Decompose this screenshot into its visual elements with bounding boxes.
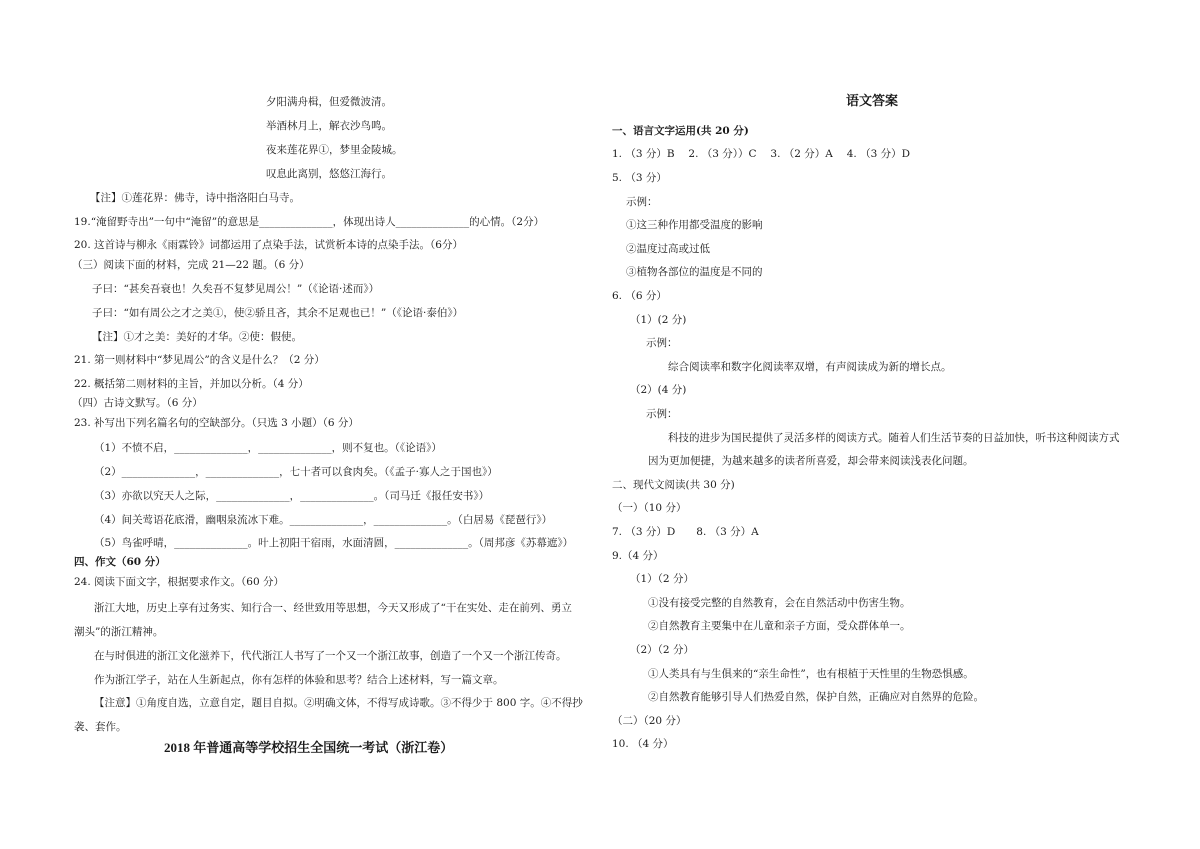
- answer-title: 语文答案: [846, 94, 899, 109]
- fill-blank-item: （1）不愤不启，______________，______________，则不复也。（《论语》）: [94, 442, 442, 454]
- quote-line: 子曰：“甚矣吾衰也！久矣吾不复梦见周公！”（《论语·述而》）: [92, 283, 380, 295]
- quote-note: 【注】①才之美：美好的才华。②使：假使。: [92, 331, 302, 343]
- essay-line: 袭、套作。: [74, 721, 127, 733]
- essay-line: 【注意】①角度自选，立意自定，题目自拟。②明确文体，不得写成诗歌。③不得少于 800 字。④不得抄: [94, 697, 583, 709]
- answer-line: 因为更加便捷，为越来越多的读者所喜爱，却会带来阅读浅表化问题。: [648, 455, 974, 467]
- answer-section: 二、现代文阅读(共 30 分): [612, 479, 735, 491]
- answer-line: 1. （3 分）B 2. （3 分））C 3. （2 分）A 4. （3 分）D: [612, 148, 911, 160]
- answer-line: 10. （4 分）: [612, 738, 674, 750]
- answer-line: ②温度过高或过低: [626, 243, 710, 255]
- answer-line: （二）（20 分）: [612, 715, 687, 727]
- poem-note: 【注】①莲花界：佛寺，诗中指洛阳白马寺。: [90, 192, 300, 204]
- answer-line: （1）（2 分）: [630, 573, 694, 585]
- fill-blank-item: （5）鸟雀呼晴，______________。叶上初阳干宿雨，水面清圆，______________。（周邦彦《苏幕遮》）: [94, 537, 574, 549]
- answer-line: 示例：: [646, 337, 678, 349]
- answer-line: ①没有接受完整的自然教育，会在自然活动中伤害生物。: [648, 597, 911, 609]
- essay-line: 作为浙江学子，站在人生新起点，你有怎样的体验和思考？结合上述材料，写一篇文章。: [94, 674, 504, 686]
- answer-line: （1）(2 分): [630, 314, 687, 326]
- quote-line: 子曰：“如有周公之才之美①，使②骄且吝，其余不足观也已！”（《论语·泰伯》）: [92, 307, 464, 319]
- poem-line: 叹息此离别，悠悠江海行。: [266, 168, 392, 180]
- answer-line: 综合阅读率和数字化阅读率双增，有声阅读成为新的增长点。: [668, 361, 952, 373]
- answer-line: ①这三种作用都受温度的影响: [626, 219, 763, 231]
- poem-line: 举酒林月上，解衣沙鸟鸣。: [266, 120, 392, 132]
- question-22: 22. 概括第二则材料的主旨，并加以分析。（4 分）: [74, 378, 309, 390]
- answer-line: ②自然教育能够引导人们热爱自然，保护自然，正确应对自然界的危险。: [648, 691, 984, 703]
- question-23: 23. 补写出下列名篇名句的空缺部分。（只选 3 小题）（6 分）: [74, 417, 359, 429]
- answer-line: 5. （3 分）: [612, 172, 667, 184]
- poem-line: 夜来莲花界①，梦里金陵城。: [266, 144, 403, 156]
- answer-line: 7. （3 分）D 8. （3 分）A: [612, 526, 759, 538]
- right-page: [600, 0, 1200, 849]
- answer-line: （2）(4 分): [630, 384, 687, 396]
- answer-line: 示例：: [646, 408, 678, 420]
- answer-section: 一、语言文字运用(共 20 分): [612, 125, 749, 137]
- section-heading: （三）阅读下面的材料，完成 21—22 题。（6 分）: [72, 259, 310, 271]
- essay-line: 浙江大地，历史上享有过务实、知行合一、经世致用等思想，今天又形成了“干在实处、走在前列、勇立: [94, 602, 572, 614]
- fill-blank-item: （4）间关莺语花底滑，幽咽泉流冰下难。______________，______________。（白居易《琵琶行》）: [94, 514, 553, 526]
- answer-line: ②自然教育主要集中在儿童和亲子方面，受众群体单一。: [648, 620, 911, 632]
- part-heading: 四、作文（60 分）: [74, 556, 166, 568]
- answer-line: 6. （6 分）: [612, 290, 667, 302]
- answer-line: 示例：: [626, 196, 658, 208]
- essay-line: 潮头”的浙江精神。: [74, 626, 164, 638]
- question-19: 19.“淹留野寺出”一句中“淹留”的意思是______________，体现出诗人______________的心情。（2分）: [74, 216, 545, 228]
- fill-blank-item: （3）亦欲以究天人之际，______________，______________。（司马迁《报任安书》）: [94, 490, 490, 502]
- answer-line: 科技的进步为国民提供了灵活多样的阅读方式。随着人们生活节奏的日益加快，听书这种阅读方式: [668, 432, 1120, 444]
- poem-line: 夕阳满舟楫，但爱微波清。: [266, 96, 392, 108]
- question-20: 20. 这首诗与柳永《雨霖铃》词都运用了点染手法，试赏析本诗的点染手法。（6分）: [74, 239, 463, 251]
- question-21: 21. 第一则材料中“梦见周公”的含义是什么？（2 分）: [74, 354, 325, 366]
- fill-blank-item: （2）______________，______________，七十者可以食肉矣。（《孟子·寡人之于国也》）: [94, 466, 498, 478]
- answer-line: ①人类具有与生俱来的“亲生命性”，也有根植于天性里的生物恐惧感。: [648, 668, 974, 680]
- answer-line: （2）（2 分）: [630, 644, 694, 656]
- essay-line: 在与时俱进的浙江文化滋养下，代代浙江人书写了一个又一个浙江故事，创造了一个又一个浙江传奇。: [94, 650, 567, 662]
- answer-line: 9.（4 分）: [612, 550, 664, 562]
- exam-title: 2018 年普通高等学校招生全国统一考试（浙江卷）: [164, 740, 454, 755]
- section-heading: （四）古诗文默写。（6 分）: [72, 397, 203, 409]
- question-24: 24. 阅读下面文字，根据要求作文。（60 分）: [74, 576, 284, 588]
- answer-line: （一）（10 分）: [612, 502, 687, 514]
- answer-line: ③植物各部位的温度是不同的: [626, 266, 763, 278]
